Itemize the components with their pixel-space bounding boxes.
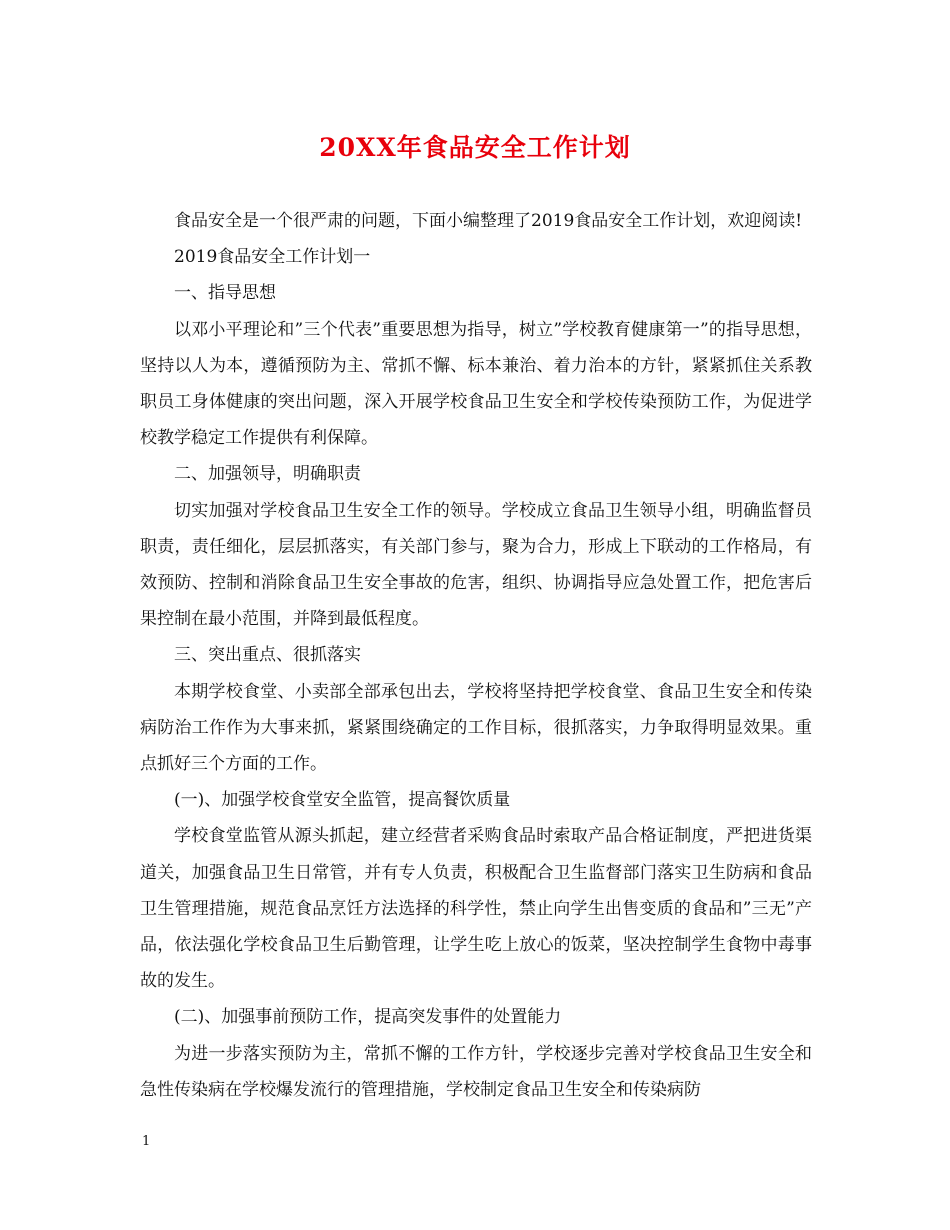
- paragraph-guiding-ideology: 以邓小平理论和”三个代表”重要思想为指导，树立”学校教育健康第一”的指导思想，坚持以人为本，遵循预防为主、常抓不懈、标本兼治、着力治本的方针，紧紧抓住关系教职员工身体健康的突出问题，深入开展学校食品卫生安全和学校传染预防工作，为促进学校教学稳定工作提供有利保障。: [140, 319, 812, 449]
- section-heading-guiding-ideology: 一、指导思想: [174, 283, 276, 304]
- paragraph-leadership: 切实加强对学校食品卫生安全工作的领导。学校成立食品卫生领导小组，明确监督员职责，责任细化，层层抓落实，有关部门参与，聚为合力，形成上下联动的工作格局，有效预防、控制和消除食品卫生安全事故的危害，组织、协调指导应急处置工作，把危害后果控制在最小范围，并降到最低程度。: [140, 500, 812, 630]
- section-heading-leadership: 二、加强领导，明确职责: [174, 464, 361, 485]
- document-body: [140, 203, 812, 1108]
- paragraph-intro: 食品安全是一个很严肃的问题，下面小编整理了2019食品安全工作计划，欢迎阅读!: [174, 211, 803, 231]
- paragraph-canteen: 学校食堂监管从源头抓起，建立经营者采购食品时索取产品合格证制度，严把进货渠道关，加强食品卫生日常管，并有专人负责，积极配合卫生监督部门落实卫生防病和食品卫生管理措施，规范食品烹饪方法选择的科学性，禁止向学生出售变质的食品和”三无”产品，依法强化学校食品卫生后勤管理，让学生吃上放心的饭菜，坚决控制学生食物中毒事故的发生。: [140, 826, 812, 992]
- page-number: 1: [142, 1134, 151, 1149]
- document-title: 20XX年食品安全工作计划: [319, 133, 631, 162]
- section-heading-key-points: 三、突出重点、很抓落实: [174, 645, 361, 666]
- section-heading-plan-one: 2019食品安全工作计划一: [174, 247, 371, 268]
- subsection-heading-canteen: (一)、加强学校食堂安全监管，提高餐饮质量: [174, 790, 511, 811]
- paragraph-key-points: 本期学校食堂、小卖部全部承包出去，学校将坚持把学校食堂、食品卫生安全和传染病防治工作作为大事来抓，紧紧围绕确定的工作目标，很抓落实，力争取得明显效果。重点抓好三个方面的工作。: [140, 681, 812, 775]
- paragraph-prevention: 为进一步落实预防为主，常抓不懈的工作方针，学校逐步完善对学校食品卫生安全和急性传染病在学校爆发流行的管理措施，学校制定食品卫生安全和传染病防: [140, 1043, 812, 1100]
- subsection-heading-prevention: (二)、加强事前预防工作，提高突发事件的处置能力: [174, 1007, 562, 1028]
